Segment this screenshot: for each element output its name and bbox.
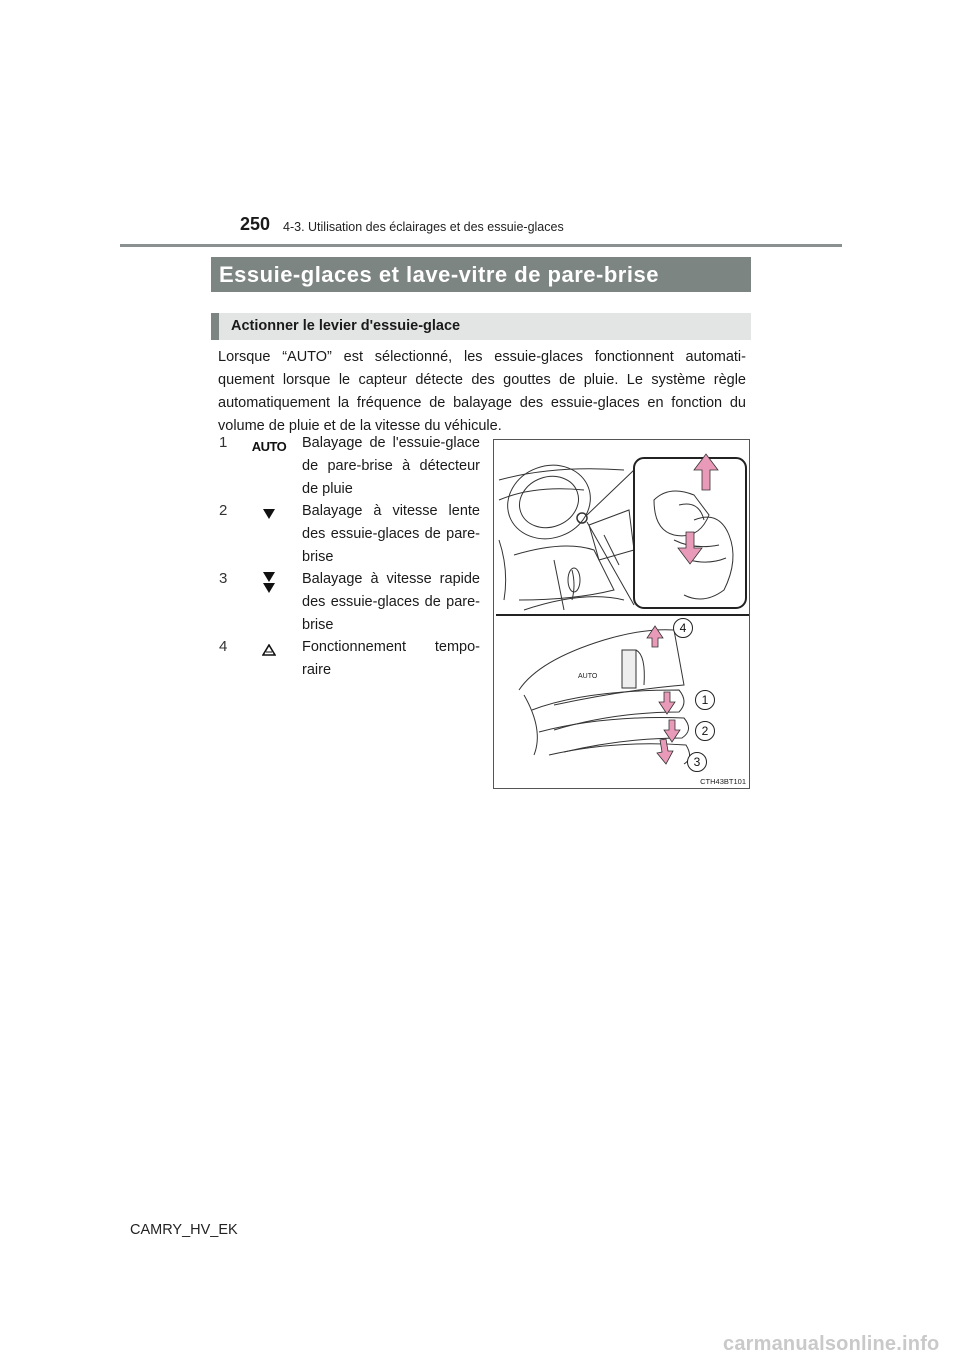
section-title: Essuie-glaces et lave-vitre de pare-brise xyxy=(211,257,751,292)
intro-paragraph: Lorsque “AUTO” est sélectionné, les essuie-glaces fonctionnent automati-quement lorsque le capteur détecte des gouttes de pluie. Le système règle automatiquement la fréquence de balayage des essuie-glaces en fonction du volume de pluie et de la vitesse du véhicule. xyxy=(218,349,746,434)
item-text-3: Balayage à vitesse rapide des essuie-glaces de pare-brise xyxy=(302,571,480,633)
item-number-3: 3 xyxy=(219,570,228,587)
lever-auto-label: AUTO xyxy=(578,673,598,680)
item-number-4: 4 xyxy=(219,638,228,655)
running-head: 4-3. Utilisation des éclairages et des essuie-glaces xyxy=(283,220,564,234)
figure-code: CTH43BT101 xyxy=(700,777,746,786)
triangle-up-outline-icon xyxy=(251,639,287,661)
footer-model-code: CAMRY_HV_EK xyxy=(130,1222,238,1238)
item-number-2: 2 xyxy=(219,502,228,519)
figure-callout-1: 1 xyxy=(695,690,715,710)
double-triangle-down-icon xyxy=(251,570,287,596)
item-text-1: Balayage de l'essuie-glace de pare-brise à détecteur de pluie xyxy=(302,435,480,497)
figure-callout-4: 4 xyxy=(673,618,693,638)
item-text-2: Balayage à vitesse lente des essuie-glaces de pare-brise xyxy=(302,503,480,565)
item-number-1: 1 xyxy=(219,434,228,451)
sub-title: Actionner le levier d'essuie-glace xyxy=(211,313,751,340)
watermark: carmanualsonline.info xyxy=(723,1333,940,1355)
triangle-down-icon xyxy=(251,503,287,525)
figure-callout-3: 3 xyxy=(687,752,707,772)
auto-icon-label: AUTO xyxy=(251,438,287,454)
figure-callout-2: 2 xyxy=(695,721,715,741)
auto-icon xyxy=(251,435,287,457)
header-rule xyxy=(120,244,842,247)
wiper-lever-figure xyxy=(493,439,750,789)
item-text-4: Fonctionnement tempo-raire xyxy=(302,639,480,678)
page-number: 250 xyxy=(240,214,271,234)
